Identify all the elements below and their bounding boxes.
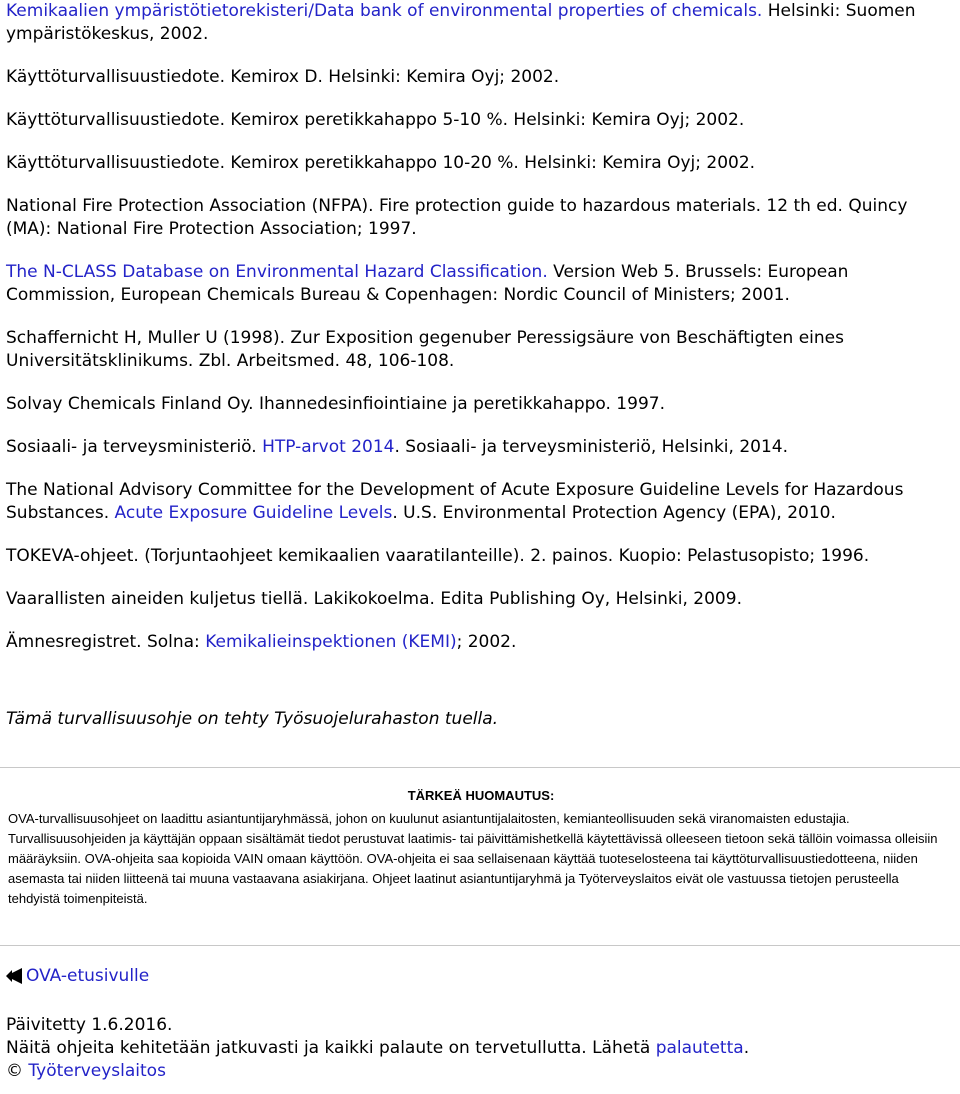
reference-item xyxy=(6,0,956,46)
reference-item xyxy=(6,261,956,307)
reference-text: . U.S. Environmental Protection Agency (EPA), 2010. xyxy=(392,503,836,523)
reference-text: Vaarallisten aineiden kuljetus tiellä. Lakikokoelma. Edita Publishing Oy, Helsinki, 2009. xyxy=(6,589,742,609)
feedback-end: . xyxy=(743,1038,750,1058)
feedback-text: Näitä ohjeita kehitetään jatkuvasti ja kaikki palaute on tervetullutta. Lähetä xyxy=(6,1038,656,1058)
reference-text: . Sosiaali- ja terveysministeriö, Helsinki, 2014. xyxy=(394,437,789,457)
reference-text: National Fire Protection Association (NFPA). Fire protection guide to hazardous materials. 12 th ed. Quincy (MA): National Fire Protection Association; 1997. xyxy=(6,196,908,239)
home-nav[interactable] xyxy=(6,966,956,986)
reference-text: ; 2002. xyxy=(456,632,517,652)
reference-text: Helsinki: Suomen ympäristökeskus, 2002. xyxy=(6,1,916,44)
org-link[interactable]: Työterveyslaitos xyxy=(28,1061,166,1081)
reference-list xyxy=(6,0,956,654)
back-arrow-icon[interactable] xyxy=(6,968,22,984)
reference-link[interactable]: Kemikaalien ympäristötietorekisteri/Data bank of environmental properties of chemicals. xyxy=(6,1,763,21)
updated-date: Päivitetty 1.6.2016. xyxy=(6,1015,173,1035)
reference-item xyxy=(6,631,956,654)
notice-title: TÄRKEÄ HUOMAUTUS: xyxy=(407,788,555,803)
divider xyxy=(0,767,960,768)
reference-text: Schaffernicht H, Muller U (1998). Zur Exposition gegenuber Peressigsäure von Beschäftigten eines Universitätsklinikums. Zbl. Arbeitsmed. 48, 106-108. xyxy=(6,328,844,371)
feedback-link[interactable]: palautetta xyxy=(655,1038,744,1058)
reference-item xyxy=(6,393,956,416)
copyright-symbol: © xyxy=(6,1061,23,1081)
funding-note: Tämä turvallisuusohje on tehty Työsuojelurahaston tuella. xyxy=(6,709,499,729)
reference-item xyxy=(6,152,956,175)
reference-link[interactable]: Kemikalieinspektionen (KEMI) xyxy=(205,632,457,652)
reference-text: Version Web 5. Brussels: European Commission, European Chemicals Bureau & Copenhagen: Nordic Council of Ministers; 2001. xyxy=(6,262,849,305)
reference-item xyxy=(6,588,956,611)
reference-item xyxy=(6,66,956,89)
page-content xyxy=(6,0,956,1083)
reference-text: Ämnesregistret. Solna: xyxy=(6,632,206,652)
copyright-line xyxy=(6,1060,956,1083)
reference-item xyxy=(6,545,956,568)
important-notice xyxy=(6,788,956,909)
reference-text: Käyttöturvallisuustiedote. Kemirox D. Helsinki: Kemira Oyj; 2002. xyxy=(6,67,560,87)
footer xyxy=(6,1014,956,1083)
notice-body: OVA-turvallisuusohjeet on laadittu asiantuntijaryhmässä, johon on kuulunut asiantuntijalaitosten, kemianteollisuuden sekä viranomaisten edustajia. Turvallisuusohjeiden ja käyttäjän oppaan sisältämät tiedot perustuvat laatimis- tai päivittämishetkellä käytettävissä olleeseen tietoon sekä tällöin voimassa olleisiin määräyksiin. OVA-ohjeita saa kopioida VAIN omaan käyttöön. OVA-ohjeita ei saa sellaisenaan käyttää tuoteselosteena tai käyttöturvallisuustiedotteena, niiden asemasta tai niiden liitteenä tai muuna vastaavana asiakirjana. Ohjeet laatinut asiantuntijaryhmä ja Työterveyslaitos eivät ole vastuussa tietojen perusteella tehdyistä toimenpiteistä. xyxy=(8,811,938,906)
reference-item xyxy=(6,436,956,459)
reference-link[interactable]: HTP-arvot 2014 xyxy=(262,437,395,457)
reference-link[interactable]: The N-CLASS Database on Environmental Hazard Classification. xyxy=(6,262,548,282)
reference-link[interactable]: Acute Exposure Guideline Levels xyxy=(114,503,393,523)
feedback-line xyxy=(6,1037,956,1060)
reference-item xyxy=(6,195,956,241)
reference-item xyxy=(6,109,956,132)
reference-text: TOKEVA-ohjeet. (Torjuntaohjeet kemikaalien vaaratilanteille). 2. painos. Kuopio: Pelastusopisto; 1996. xyxy=(6,546,870,566)
reference-text: The National Advisory Committee for the Development of Acute Exposure Guideline Levels for Hazardous Substances. xyxy=(6,480,904,523)
reference-text: Sosiaali- ja terveysministeriö. xyxy=(6,437,263,457)
reference-item xyxy=(6,479,956,525)
reference-item xyxy=(6,327,956,373)
home-link[interactable]: OVA-etusivulle xyxy=(26,966,150,986)
reference-text: Solvay Chemicals Finland Oy. Ihannedesinfiointiaine ja peretikkahappo. 1997. xyxy=(6,394,665,414)
reference-text: Käyttöturvallisuustiedote. Kemirox peretikkahappo 10-20 %. Helsinki: Kemira Oyj; 2002. xyxy=(6,153,756,173)
reference-text: Käyttöturvallisuustiedote. Kemirox peretikkahappo 5-10 %. Helsinki: Kemira Oyj; 2002. xyxy=(6,110,745,130)
divider xyxy=(0,945,960,946)
